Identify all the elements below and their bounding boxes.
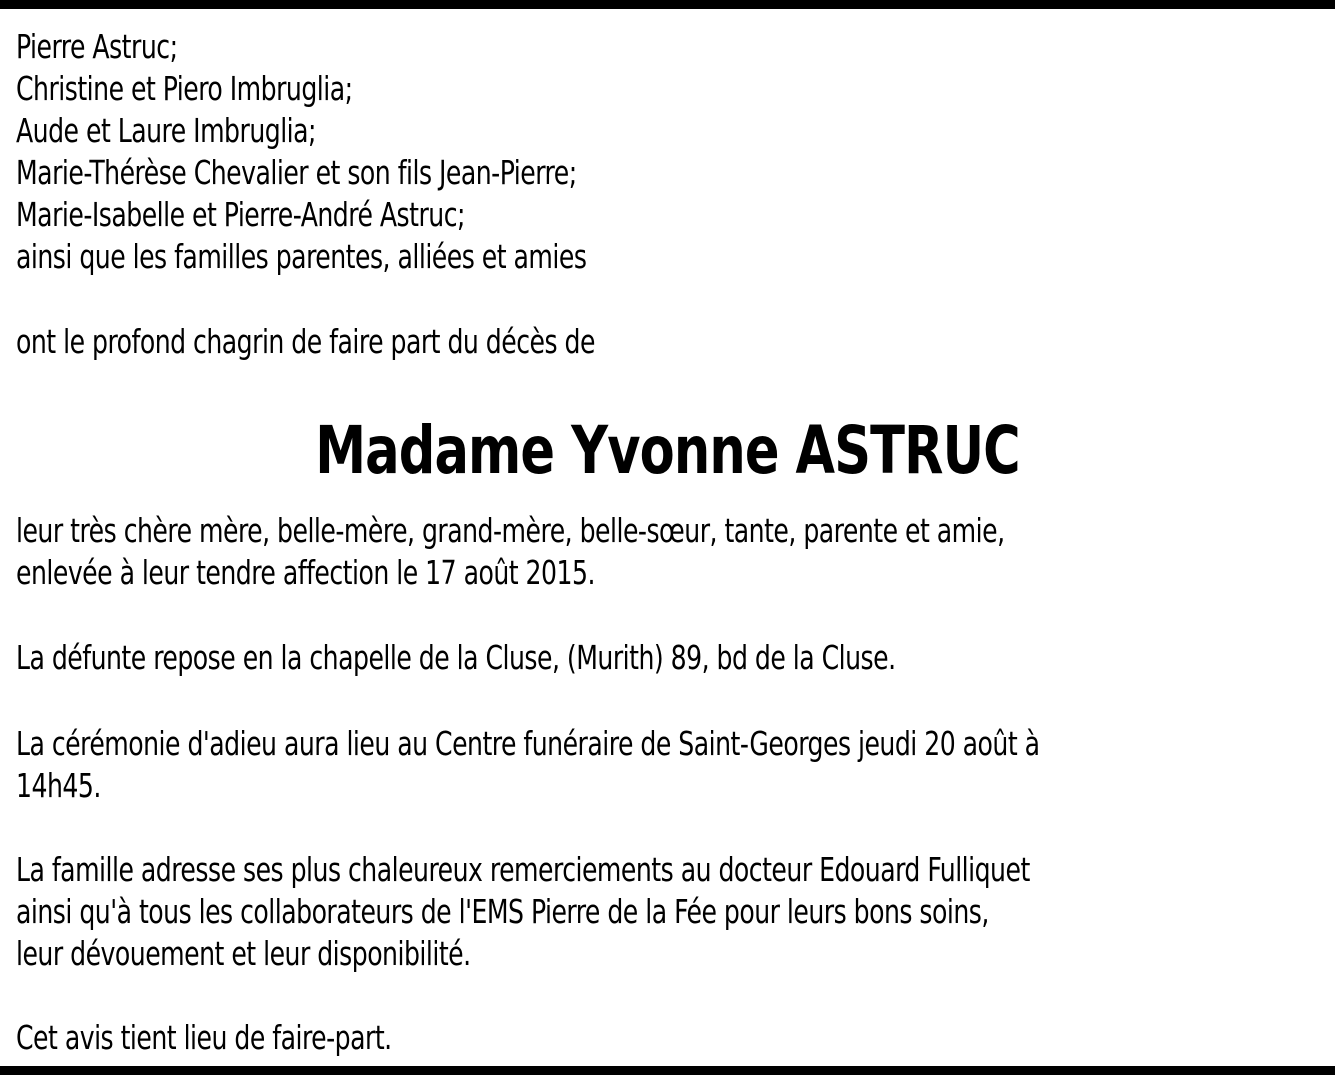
deceased-name: Madame Yvonne ASTRUC	[315, 412, 1020, 489]
family-line-5: Marie-Isabelle et Pierre-André Astruc;	[16, 196, 466, 234]
ceremony-line-1: La cérémonie d'adieu aura lieu au Centre funéraire de Saint-Georges jeudi 20 août à	[16, 725, 1040, 763]
closing-text: Cet avis tient lieu de faire-part.	[16, 1019, 392, 1057]
rest-location-text: La défunte repose en la chapelle de la Cluse, (Murith) 89, bd de la Cluse.	[16, 639, 896, 677]
announcement-text: ont le profond chagrin de faire part du décès de	[16, 323, 595, 361]
family-line-2: Christine et Piero Imbruglia;	[16, 70, 353, 108]
family-line-3: Aude et Laure Imbruglia;	[16, 112, 317, 150]
relation-line-1: leur très chère mère, belle-mère, grand-mère, belle-sœur, tante, parente et amie,	[16, 512, 1005, 550]
family-line-1: Pierre Astruc;	[16, 28, 178, 66]
thanks-line-1: La famille adresse ses plus chaleureux remerciements au docteur Edouard Fulliquet	[16, 851, 1030, 889]
thanks-line-3: leur dévouement et leur disponibilité.	[16, 935, 471, 973]
ceremony-line-2: 14h45.	[16, 767, 101, 805]
relation-line-2: enlevée à leur tendre affection le 17 août 2015.	[16, 554, 595, 592]
family-line-6: ainsi que les familles parentes, alliées et amies	[16, 238, 587, 276]
family-line-4: Marie-Thérèse Chevalier et son fils Jean-Pierre;	[16, 154, 577, 192]
thanks-line-2: ainsi qu'à tous les collaborateurs de l'EMS Pierre de la Fée pour leurs bons soins,	[16, 893, 989, 931]
